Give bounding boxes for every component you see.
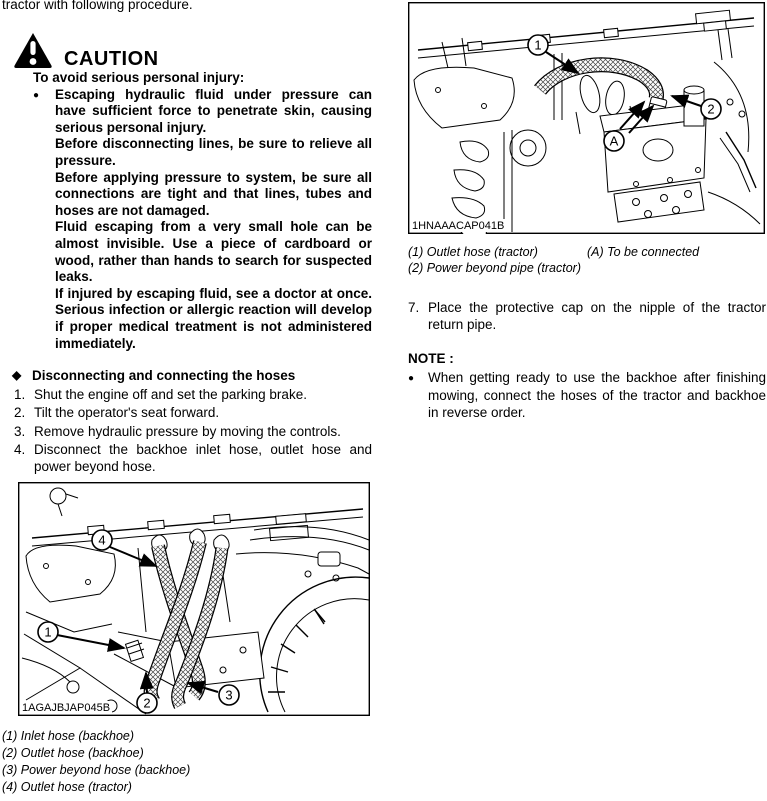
caption-item: (A) To be connected	[587, 245, 700, 259]
figure-left-illustration	[18, 482, 372, 716]
intro-text: tractor with following procedure.	[2, 0, 193, 12]
step-text: Place the protective cap on the nipple of the tractor return pipe.	[428, 300, 766, 333]
left-column	[2, 0, 372, 796]
warning-triangle-icon	[13, 32, 53, 69]
figure-right-illustration	[408, 2, 766, 234]
step-item	[2, 441, 372, 475]
caution-paragraph: Fluid escaping from a very small hole can be almost invisible. Use a piece of cardboard or wood, rather than hands to search for suspected leaks.	[55, 219, 372, 285]
step-7	[408, 299, 766, 333]
step-item	[2, 423, 372, 440]
caption-item: (2) Outlet hose (backhoe)	[2, 746, 144, 761]
step-text: Remove hydraulic pressure by moving the controls.	[34, 423, 341, 439]
step-item	[2, 404, 372, 421]
step-number: 4.	[14, 441, 26, 457]
bullet-icon: ●	[33, 89, 40, 101]
callout-1: 1	[534, 37, 542, 53]
caution-bullet-item	[33, 87, 372, 353]
diamond-icon: ◆	[12, 368, 22, 383]
step-text: Tilt the operator's seat forward.	[34, 405, 220, 421]
callout-2: 2	[143, 695, 151, 711]
caption-item: (3) Power beyond hose (backhoe)	[2, 763, 191, 778]
step-number: 2.	[14, 405, 26, 421]
caption-item: (1) Inlet hose (backhoe)	[2, 729, 135, 744]
caption-item: (4) Outlet hose (tractor)	[2, 780, 132, 795]
figure-right-captions	[408, 245, 766, 276]
step-number: 3.	[14, 423, 26, 439]
caution-paragraph: If injured by escaping fluid, see a doctor at once. Serious infection or allergic reaction will develop if proper medical treatment is not administered immediately.	[55, 285, 372, 351]
note-block	[408, 350, 766, 421]
caption-item: (1) Outlet hose (tractor)	[408, 245, 538, 259]
step-text: Shut the engine off and set the parking brake.	[34, 387, 307, 403]
callout-2: 2	[707, 101, 715, 117]
caution-paragraphs	[55, 87, 372, 353]
caution-header	[13, 32, 372, 69]
figure-right-label: 1HNAAACAP041B	[412, 220, 505, 232]
caution-lead: To avoid serious personal injury:	[33, 70, 245, 85]
section-heading	[2, 367, 372, 384]
right-column	[408, 2, 766, 421]
figure-left-label: 1AGAJBJAP045B	[22, 702, 111, 715]
figure-left-captions	[2, 728, 372, 796]
note-title: NOTE :	[408, 351, 454, 367]
callout-A: A	[609, 133, 619, 149]
bullet-icon: ●	[408, 373, 415, 385]
caution-paragraph: Before disconnecting lines, be sure to relieve all pressure.	[55, 136, 372, 168]
caution-paragraph: Escaping hydraulic fluid under pressure can have sufficient force to penetrate skin, causing serious personal injury.	[55, 86, 372, 135]
step-number: 1.	[14, 387, 26, 403]
procedure-steps	[2, 386, 372, 475]
step-text: Disconnect the backhoe inlet hose, outlet hose and power beyond hose.	[34, 441, 372, 474]
caution-block	[2, 32, 372, 352]
note-text: When getting ready to use the backhoe after finishing mowing, connect the hoses of the tractor and backhoe in reverse order.	[428, 370, 766, 420]
section-title: Disconnecting and connecting the hoses	[32, 368, 296, 384]
callout-1: 1	[44, 624, 52, 640]
step-item	[2, 386, 372, 403]
callout-3: 3	[225, 687, 233, 703]
step-number: 7.	[408, 300, 420, 315]
callout-4: 4	[98, 532, 106, 548]
caption-item: (2) Power beyond pipe (tractor)	[408, 260, 581, 275]
note-bullet-item	[408, 369, 766, 421]
caution-paragraph: Before applying pressure to system, be sure all connections are tight and that lines, tubes and hoses are not damaged.	[55, 169, 372, 218]
caution-title: CAUTION	[64, 48, 159, 70]
